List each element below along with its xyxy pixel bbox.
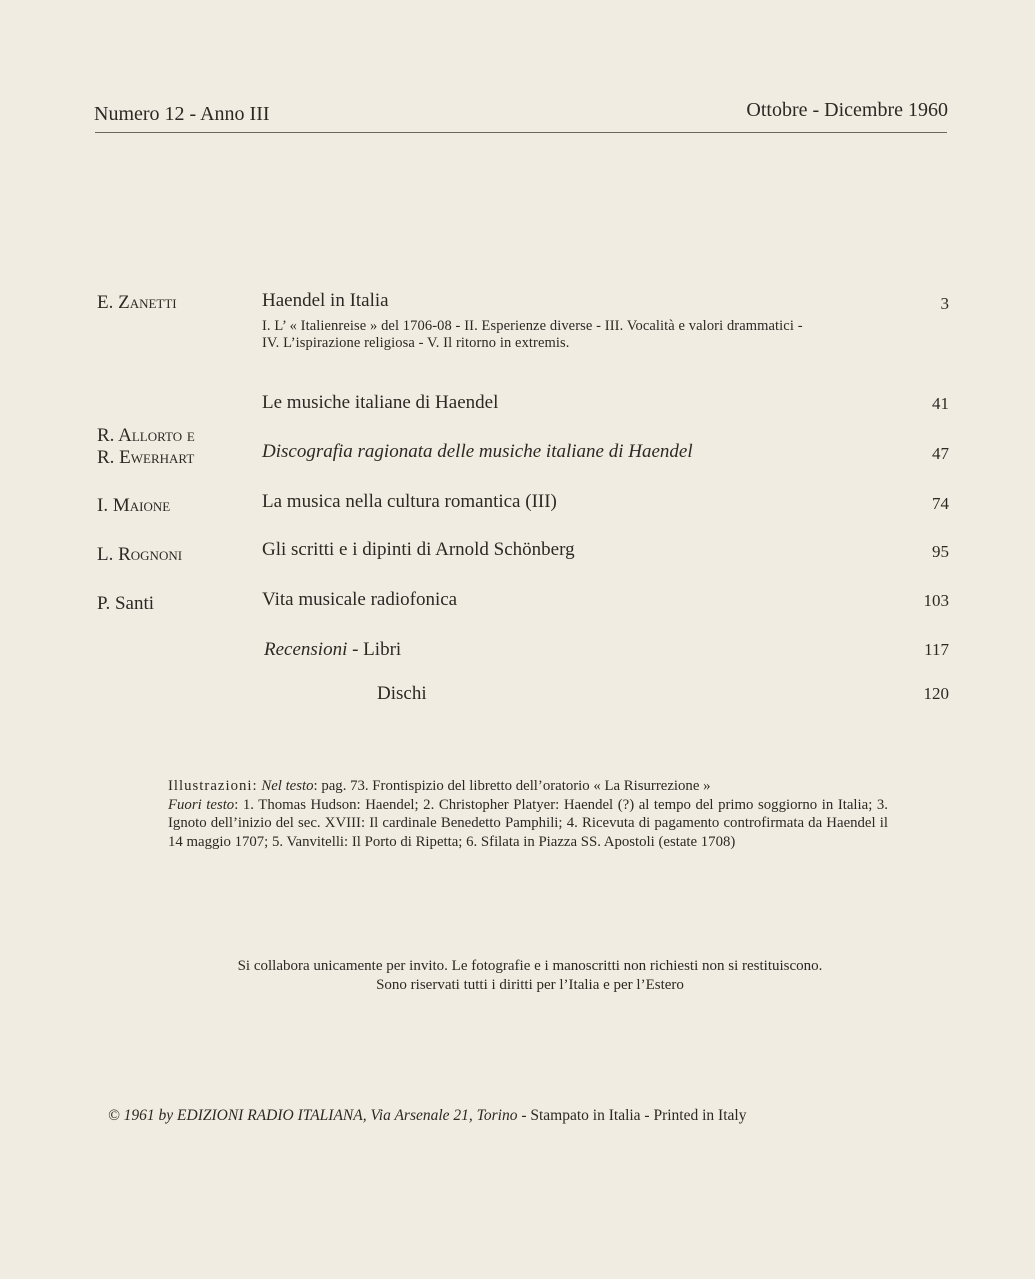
toc-title-vita-musicale: Vita musicale radiofonica — [262, 589, 458, 610]
toc-title-dischi: Dischi — [377, 683, 427, 704]
toc-title-musiche-italiane: Le musiche italiane di Haendel — [262, 392, 499, 413]
toc-title-discografia: Discografia ragionata delle musiche italiane di Haendel — [262, 441, 693, 462]
copyright-publisher: © 1961 by EDIZIONI RADIO ITALIANA, Via Arsenale 21, Torino — [108, 1107, 518, 1124]
issue-number: Numero 12 - Anno III — [94, 103, 270, 125]
notice-line-1: Si collabora unicamente per invito. Le fotografie e i manoscritti non richiesti non si restituiscono. — [237, 958, 823, 974]
toc-author-allorto: R. Allorto e — [97, 425, 195, 446]
fuori-testo-label: Fuori testo — [168, 796, 235, 813]
toc-author-zanetti: E. Zanetti — [97, 292, 177, 313]
fuori-testo-text: : 1. Thomas Hudson: Haendel; 2. Christopher Platyer: Haendel (?) al tempo del primo soggiorno in Italia; 3. Ignoto dell’inizio del sec. XVIII: Il cardinale Benedetto Pamphili; 4. Ricevuta di pagamento controfirmata da Haendel il 14 maggio 1707; 5. Vanvitelli: Il Porto di Ripetta; 6. Sfilata in Piazza SS. Apostoli (estate 1708) — [168, 796, 888, 850]
toc-page-120: 120 — [923, 684, 949, 703]
toc-page-47: 47 — [932, 444, 949, 463]
toc-page-95: 95 — [932, 542, 949, 561]
toc-page-3: 3 — [940, 294, 949, 313]
toc-title-schonberg: Gli scritti e i dipinti di Arnold Schönberg — [262, 539, 575, 560]
copyright-printed: - Stampato in Italia - Printed in Italy — [517, 1107, 747, 1124]
copyright-line — [108, 1107, 746, 1125]
libri-label: - Libri — [347, 639, 402, 660]
toc-author-ewerhart: R. Ewerhart — [97, 447, 195, 468]
recensioni-label: Recensioni — [264, 639, 348, 660]
toc-author-rognoni: L. Rognoni — [97, 544, 183, 565]
toc-title-musica-romantica: La musica nella cultura romantica (III) — [262, 491, 557, 512]
nel-testo-label: Nel testo — [261, 778, 314, 794]
notice-line-2: Sono riservati tutti i diritti per l’Italia e per l’Estero — [376, 977, 684, 993]
illustrations-label: Illustrazioni: — [168, 778, 258, 794]
issue-period: Ottobre - Dicembre 1960 — [746, 99, 948, 121]
toc-author-santi: P. Santi — [97, 593, 155, 614]
toc-page-103: 103 — [923, 591, 949, 610]
toc-page-117: 117 — [924, 640, 949, 659]
toc-author-maione: I. Maione — [97, 495, 171, 516]
header-rule — [95, 132, 947, 133]
nel-testo-text: : pag. 73. Frontispizio del libretto dell’oratorio « La Risurrezione » — [313, 778, 711, 794]
toc-title-recensioni — [264, 639, 401, 661]
toc-title-haendel-in-italia: Haendel in Italia — [262, 290, 389, 311]
toc-page-74: 74 — [932, 494, 949, 513]
rights-notice — [102, 957, 958, 995]
toc-page-41: 41 — [932, 394, 949, 413]
toc-subtitle-haendel-in-italia: I. L’ « Italienreise » del 1706-08 - II. Esperienze diverse - III. Vocalità e valori drammatici - IV. L’ispirazione religiosa - V. Il ritorno in extremis. — [262, 318, 803, 351]
illustrations-block — [168, 777, 888, 851]
